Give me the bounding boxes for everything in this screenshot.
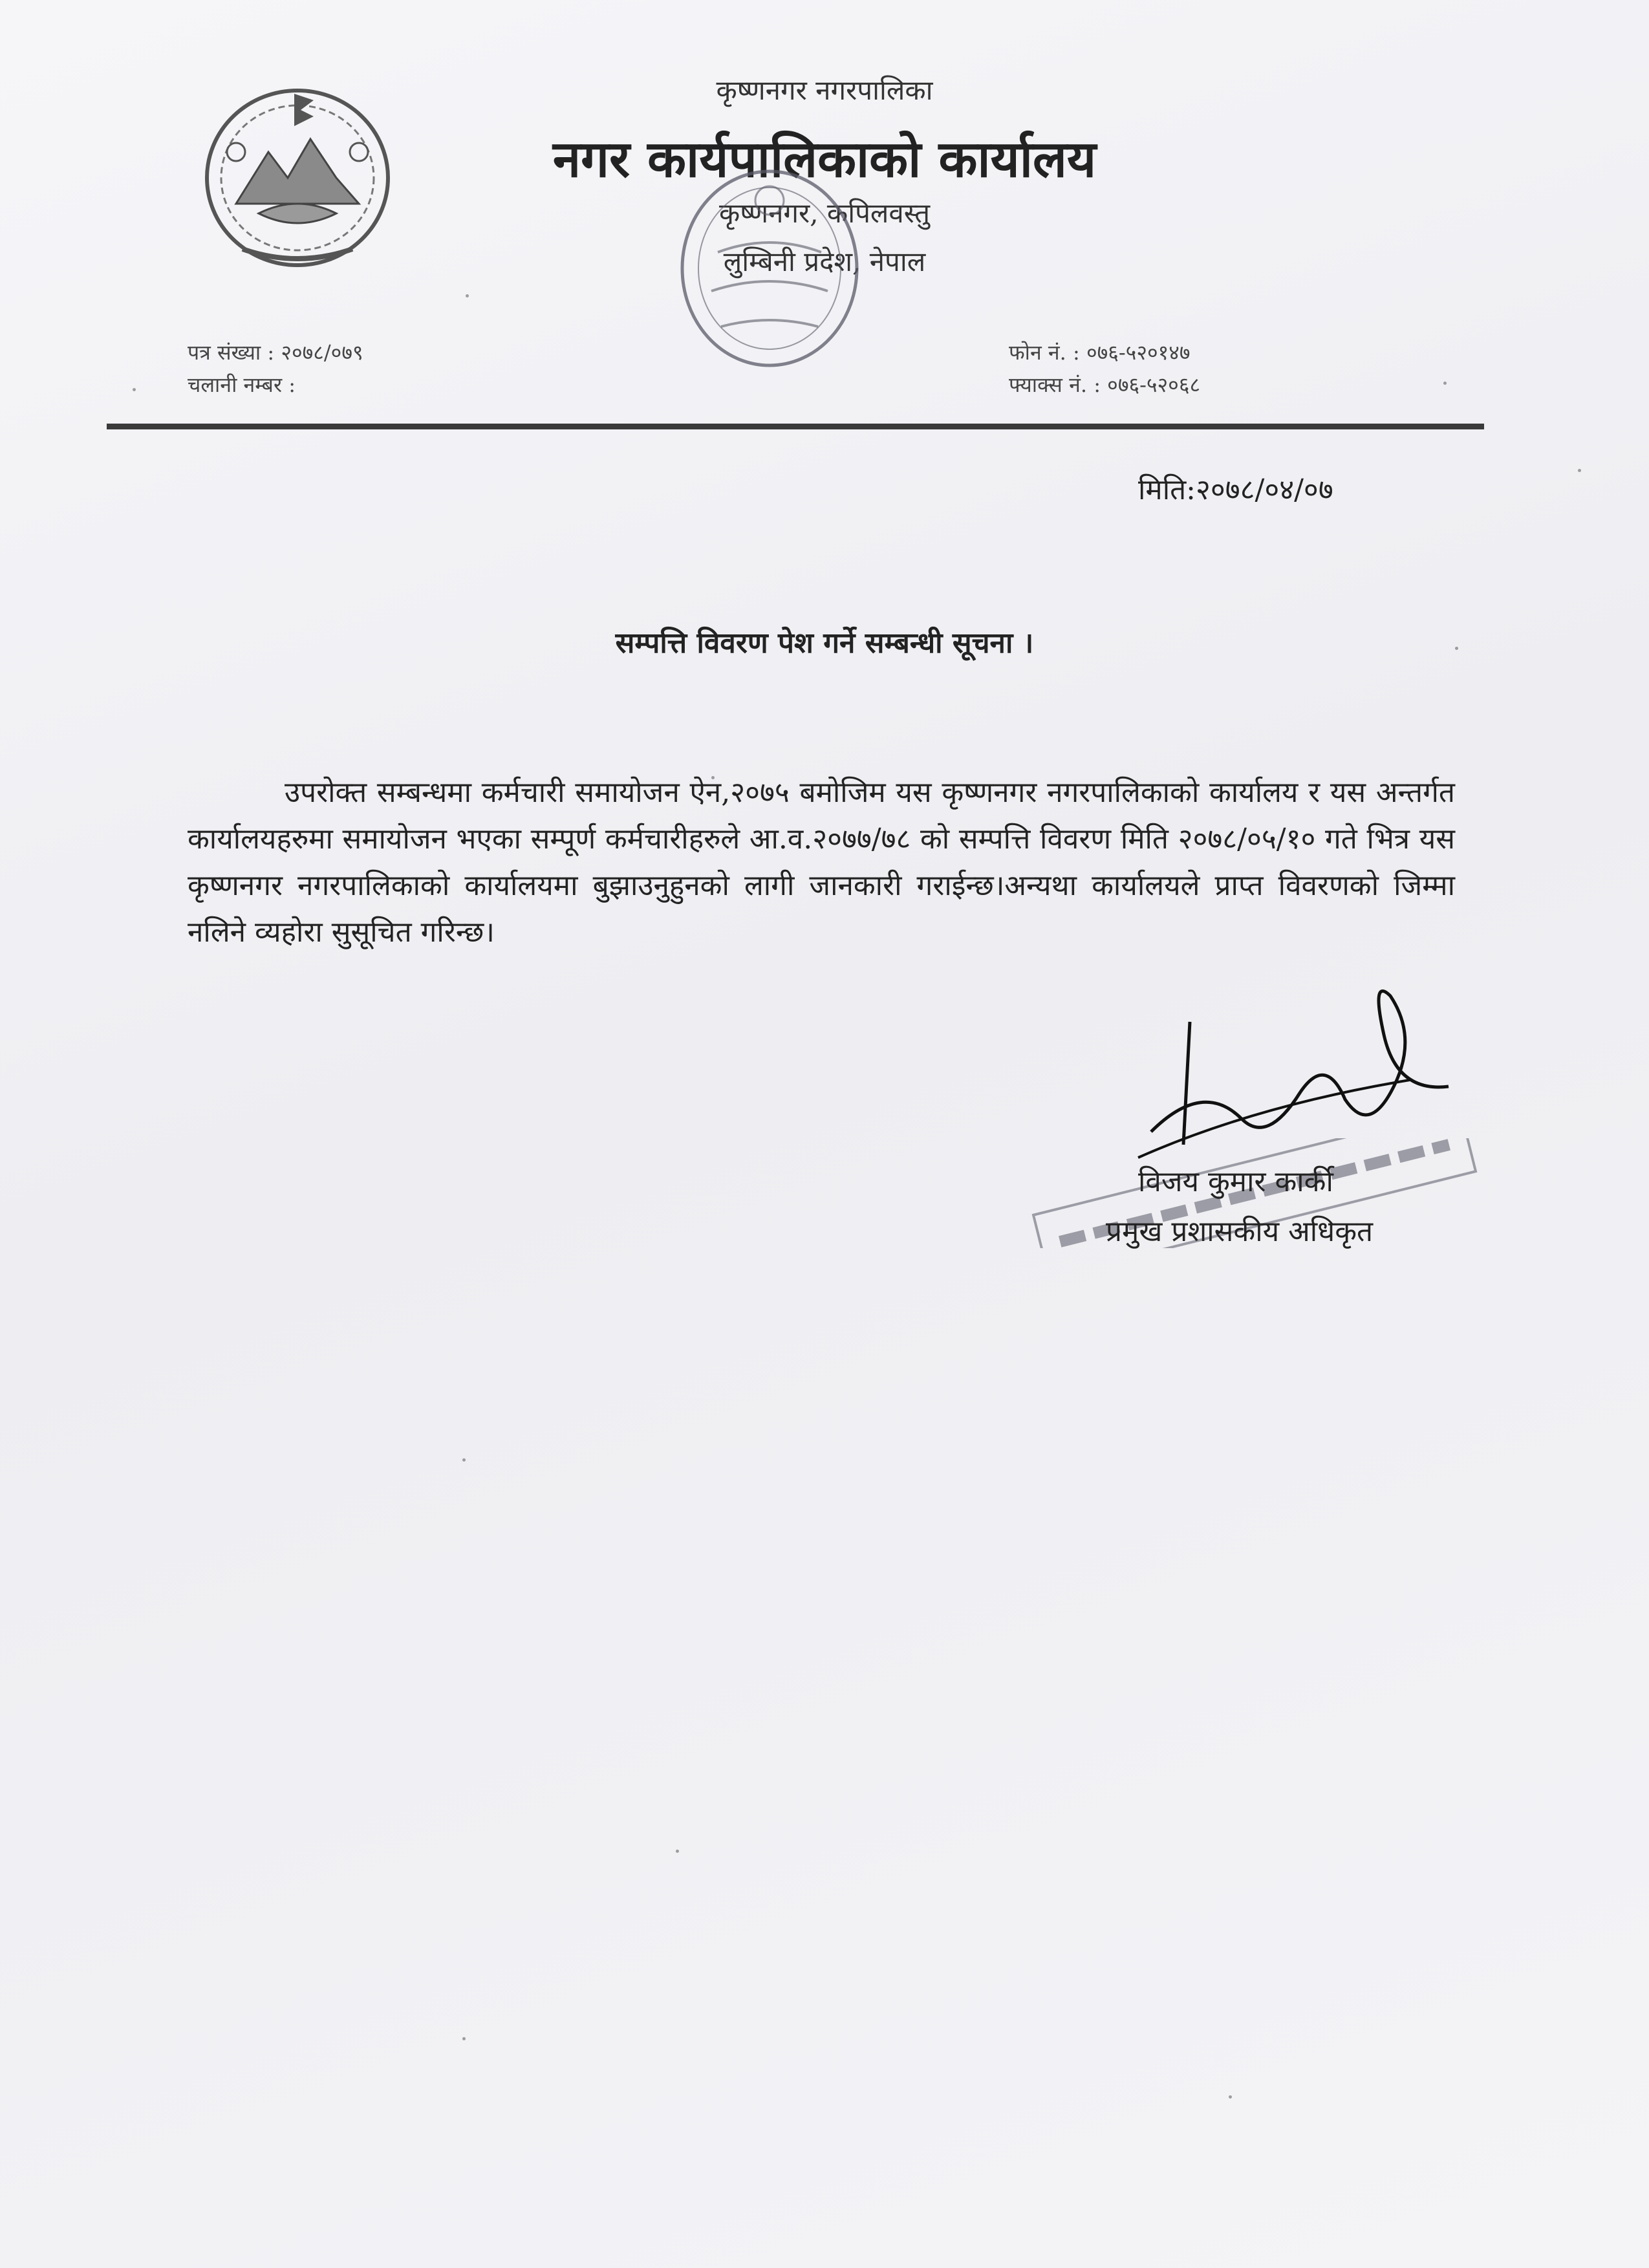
office-round-stamp-icon (673, 162, 867, 375)
letter-date: मिति:२०७८/०४/०७ (1138, 473, 1333, 506)
scan-speck (133, 388, 136, 391)
address-line: लुम्बिनी प्रदेश, नेपाल (723, 246, 926, 277)
header-divider (107, 424, 1484, 429)
scan-speck (462, 2037, 466, 2040)
contact-meta (1009, 336, 1200, 401)
office-title: नगर कार्यपालिकाको कार्यालय (552, 130, 1097, 189)
scan-speck (676, 1850, 679, 1853)
scan-speck (466, 294, 469, 297)
municipality-name: कृष्णनगर नगरपालिका (716, 74, 933, 106)
address-line: कृष्णनगर, कपिलवस्तु (718, 197, 931, 229)
letter-meta (188, 336, 363, 401)
scan-speck (1229, 2095, 1232, 2099)
letter-subject: सम्पत्ति विवरण पेश गर्ने सम्बन्धी सूचना । (615, 627, 1034, 660)
scan-speck (1578, 469, 1581, 472)
scan-speck (1443, 382, 1447, 385)
scan-speck (462, 1458, 466, 1462)
dispatch-number: चलानी नम्बर : (188, 373, 296, 397)
fax-number: फ्याक्स नं. : ०७६-५२०६८ (1009, 373, 1201, 397)
letter-body: उपरोक्त सम्बन्धमा कर्मचारी समायोजन ऐन,२०७५ बमोजिम यस कृष्णनगर नगरपालिकाको कार्यालय र यस अन्तर्गत कार्यालयहरुमा समायोजन भएका सम्पूर्ण कर्मचारीहरुले आ.व.२०७७/७८ को सम्पत्ति विवरण मिति २०७८/०५/१० गते भित्र यस कृष्णनगर नगरपालिकाको कार्यालयमा बुझाउनुहुनको लागी जानकारी गराईन्छ।अन्यथा कार्यालयले प्राप्त विवरणको जिम्मा नलिने व्यहोरा सुसूचित गरिन्छ। (188, 776, 1455, 949)
phone-number: फोन नं. : ०७६-५२०१४७ (1009, 340, 1191, 365)
letter-number: पत्र संख्या : २०७८/०७९ (188, 340, 363, 365)
signer-title: प्रमुख प्रशासकीय अधिकृत (1106, 1215, 1374, 1248)
signer-name: विजय कुमार कार्की (1138, 1165, 1333, 1198)
